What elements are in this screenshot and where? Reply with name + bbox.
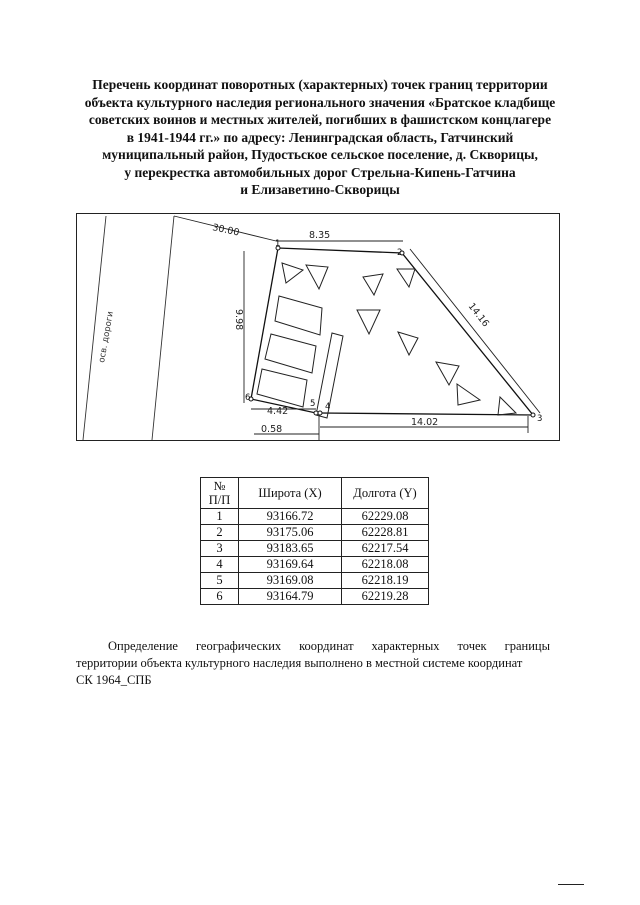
dimension-label: 4.42 <box>267 406 289 417</box>
point-label: 3 <box>537 414 543 424</box>
note-line: территории объекта культурного наследия выполнено в местной системе координат <box>76 656 523 670</box>
dimension-label: 30.00 <box>211 222 241 239</box>
point-label: 5 <box>310 399 316 409</box>
note-line: Определение географических координат характерных точек границы <box>108 639 550 653</box>
header-longitude: Долгота (Y) <box>342 478 429 509</box>
boundary-point-marker <box>318 411 322 415</box>
table-row <box>201 557 429 573</box>
cell-number: 5 <box>201 573 239 589</box>
cell-longitude: 62219.28 <box>342 589 429 605</box>
cell-number: 2 <box>201 525 239 541</box>
site-plan-svg <box>76 213 560 453</box>
table-row <box>201 509 429 525</box>
table-row <box>201 589 429 605</box>
cell-latitude: 93166.72 <box>239 509 342 525</box>
memorial-marker <box>282 263 303 283</box>
cell-number: 6 <box>201 589 239 605</box>
point-label: 6 <box>245 393 251 403</box>
note-line: СК 1964_СПБ <box>76 673 152 687</box>
road-label: осв. дороги <box>97 310 116 364</box>
cell-latitude: 93175.06 <box>239 525 342 541</box>
memorial-marker <box>457 384 480 405</box>
memorial-marker <box>306 265 328 289</box>
cell-longitude: 62218.08 <box>342 557 429 573</box>
header-number-line2: П/П <box>208 493 231 507</box>
dimension-label: 14.16 <box>465 301 492 330</box>
coordinate-system-note <box>76 638 550 689</box>
cell-latitude: 93183.65 <box>239 541 342 557</box>
cell-latitude: 93169.08 <box>239 573 342 589</box>
memorial-marker <box>363 274 383 295</box>
header-number <box>201 478 239 509</box>
title-line: муниципальный район, Пудостьское сельское поселение, д. Скворицы, <box>102 147 538 162</box>
point-label: 1 <box>275 239 281 249</box>
memorial-marker <box>397 269 415 287</box>
grave-plot <box>275 296 322 335</box>
table-row <box>201 525 429 541</box>
title-line: у перекрестка автомобильных дорог Стрельна-Кипень-Гатчина <box>124 164 516 180</box>
title-line: и Елизаветино-Скворицы <box>240 182 400 197</box>
site-plan-drawing <box>76 213 560 453</box>
page-footer-mark <box>558 884 584 885</box>
dimension-line <box>410 249 540 413</box>
header-latitude: Широта (X) <box>239 478 342 509</box>
cell-longitude: 62229.08 <box>342 509 429 525</box>
boundary-point-marker <box>531 413 535 417</box>
dimension-label: 0.58 <box>261 424 283 435</box>
dimension-label: 14.02 <box>411 417 439 428</box>
point-label: 4 <box>325 402 331 412</box>
table-row <box>201 541 429 557</box>
dimension-label: 9.98 <box>233 309 244 331</box>
header-number-line1: № <box>213 479 226 493</box>
title-line: объекта культурного наследия регионального значения «Братское кладбище <box>84 94 556 110</box>
coordinates-table <box>200 477 429 605</box>
cell-number: 1 <box>201 509 239 525</box>
point-label: 2 <box>397 248 403 258</box>
memorial-marker <box>357 310 380 334</box>
table-row <box>201 573 429 589</box>
cell-longitude: 62217.54 <box>342 541 429 557</box>
cell-latitude: 93169.64 <box>239 557 342 573</box>
title-line: Перечень координат поворотных (характерных) точек границ территории <box>92 77 548 92</box>
dimension-label: 8.35 <box>309 230 331 241</box>
title-line: в 1941-1944 гг.» по адресу: Ленинградская область, Гатчинский <box>126 129 514 145</box>
document-title <box>70 76 570 199</box>
table-header-row <box>201 478 429 509</box>
cell-longitude: 62228.81 <box>342 525 429 541</box>
cell-number: 3 <box>201 541 239 557</box>
memorial-marker <box>436 362 459 385</box>
grave-plot <box>265 334 316 373</box>
cell-longitude: 62218.19 <box>342 573 429 589</box>
cell-latitude: 93164.79 <box>239 589 342 605</box>
memorial-marker <box>498 397 516 415</box>
title-line: советских воинов и местных жителей, погибших в фашистском концлагере <box>88 112 552 127</box>
road-edge-line <box>152 216 174 440</box>
boundary-point-marker <box>314 411 318 415</box>
cell-number: 4 <box>201 557 239 573</box>
boundary-polygon <box>251 248 533 415</box>
memorial-marker <box>398 332 418 355</box>
